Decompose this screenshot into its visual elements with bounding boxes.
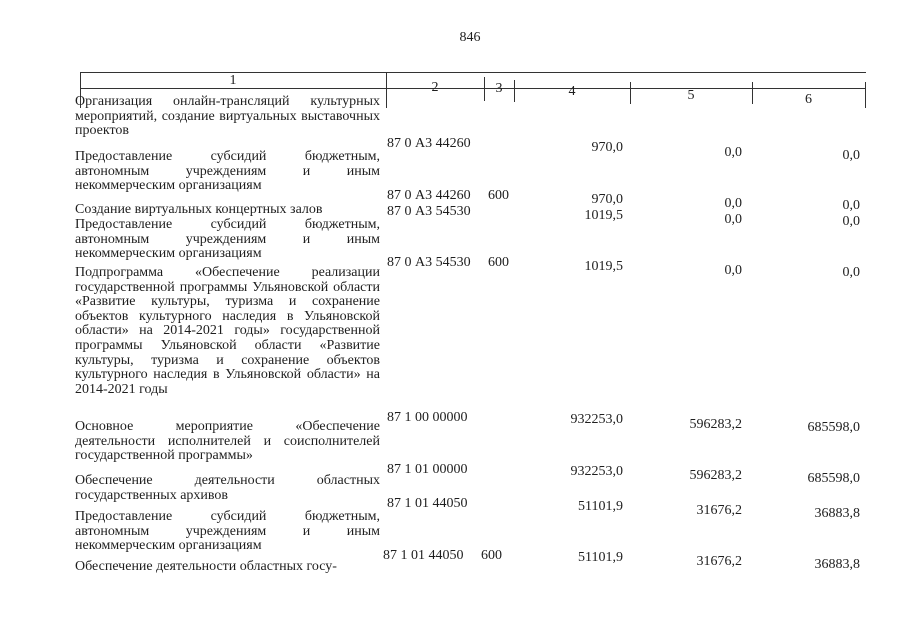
row-description: Обеспечение деятельности областных госу- — [75, 559, 337, 574]
row-value-col4: 51101,9 — [578, 550, 623, 565]
row-value-col5: 0,0 — [724, 263, 742, 278]
row-description: Организация онлайн-трансляций культурных мероприятий, создание виртуальных выставочных проектов — [75, 94, 380, 139]
row-code: 87 1 00 00000 — [387, 410, 468, 425]
header-col-4: 4 — [568, 84, 576, 99]
row-value-col6: 0,0 — [842, 214, 860, 229]
row-value-col6: 685598,0 — [807, 420, 860, 435]
row-value-col5: 31676,2 — [696, 503, 742, 518]
row-value-col4: 932253,0 — [570, 412, 623, 427]
row-value-col5: 0,0 — [724, 196, 742, 211]
row-code: 87 1 01 00000 — [387, 462, 468, 477]
row-value-col5: 0,0 — [724, 212, 742, 227]
row-value-col6: 0,0 — [842, 198, 860, 213]
row-code: 87 0 А3 44260 — [387, 136, 471, 151]
row-expense-type: 600 — [488, 188, 509, 203]
header-col-3: 3 — [495, 81, 503, 96]
header-col-1: 1 — [229, 73, 237, 88]
page-number: 846 — [459, 30, 481, 45]
row-value-col4: 51101,9 — [578, 499, 623, 514]
header-col-6: 6 — [805, 92, 812, 107]
row-value-col4: 970,0 — [591, 192, 623, 207]
row-value-col4: 1019,5 — [584, 208, 623, 223]
row-code: 87 1 01 44050 — [383, 548, 464, 563]
header-divider — [865, 82, 866, 108]
row-expense-type: 600 — [481, 548, 502, 563]
row-code: 87 0 А3 54530 — [387, 255, 471, 270]
row-code: 87 0 А3 54530 — [387, 204, 471, 219]
row-value-col5: 596283,2 — [689, 468, 742, 483]
row-value-col6: 0,0 — [842, 148, 860, 163]
header-col-2: 2 — [431, 80, 439, 95]
row-description: Обеспечение деятельности областных государственных архивов — [75, 473, 380, 503]
row-value-col6: 685598,0 — [807, 471, 860, 486]
row-expense-type: 600 — [488, 255, 509, 270]
row-value-col6: 36883,8 — [814, 557, 860, 572]
row-code: 87 1 01 44050 — [387, 496, 468, 511]
row-value-col5: 0,0 — [724, 145, 742, 160]
row-value-col4: 1019,5 — [584, 259, 623, 274]
row-code: 87 0 А3 44260 — [387, 188, 471, 203]
row-description: Предоставление субсидий бюджетным, автономным учреждениям и иным некоммерческим организациям — [75, 217, 380, 262]
row-value-col5: 596283,2 — [689, 417, 742, 432]
row-value-col4: 970,0 — [591, 140, 623, 155]
row-description: Создание виртуальных концертных залов — [75, 202, 323, 217]
row-description: Основное мероприятие «Обеспечение деятельности исполнителей и соисполнителей государственной программы» — [75, 419, 380, 464]
row-value-col5: 31676,2 — [696, 554, 742, 569]
row-value-col6: 0,0 — [842, 265, 860, 280]
row-description: Предоставление субсидий бюджетным, автономным учреждениям и иным некоммерческим организациям — [75, 149, 380, 194]
row-value-col6: 36883,8 — [814, 506, 860, 521]
header-col-5: 5 — [687, 88, 695, 103]
row-value-col4: 932253,0 — [570, 464, 623, 479]
row-description: Предоставление субсидий бюджетным, автономным учреждениям и иным некоммерческим организациям — [75, 509, 380, 554]
row-description: Подпрограмма «Обеспечение реализации государственной программы Ульяновской области «Развитие культуры, туризма и сохранение объектов культурного наследия в Ульяновской области» на 2014-2021 годы» государственной программы Ульяновской области «Развитие культуры, туризма и сохранение объектов культурного наследия в Ульяновской области» на 2014-2021 годы — [75, 265, 380, 397]
